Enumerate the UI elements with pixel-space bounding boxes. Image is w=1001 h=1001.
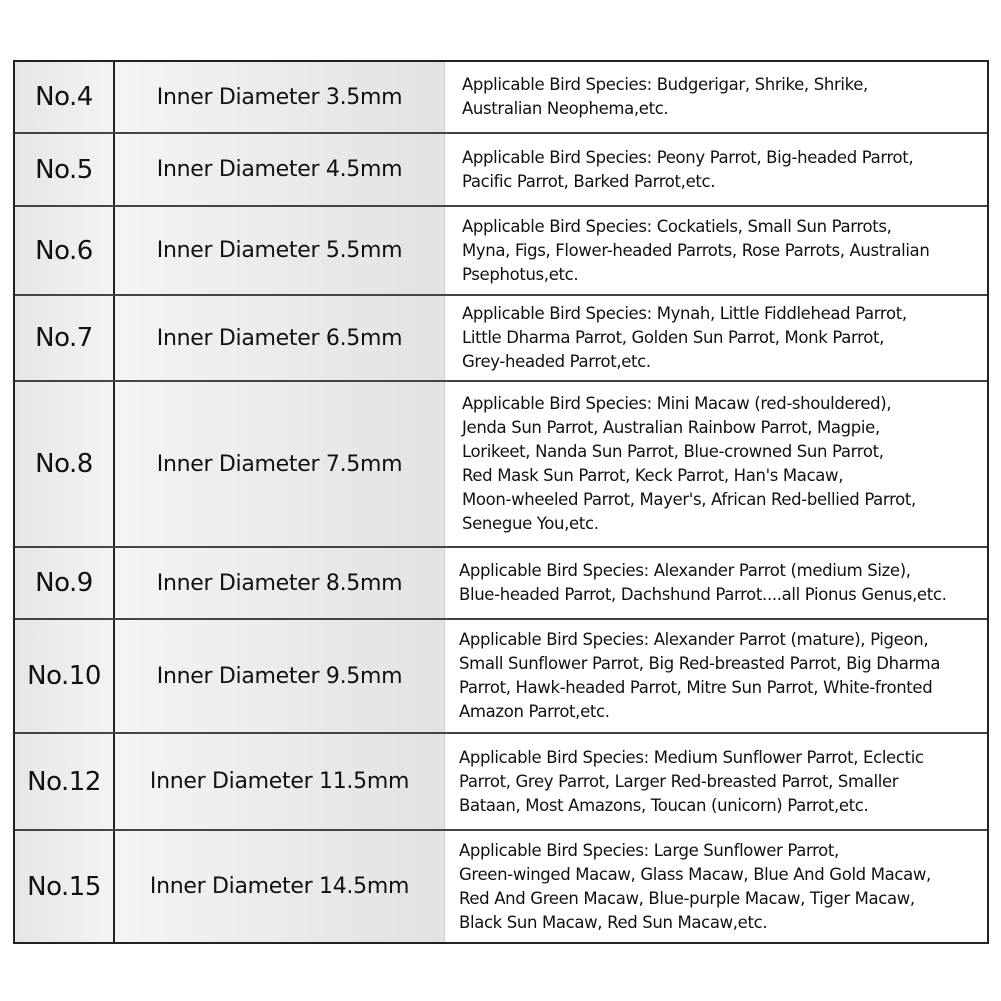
species-cell	[445, 548, 987, 618]
inner-diameter: Inner Diameter 5.5mm	[115, 207, 445, 294]
species-line: Moon-wheeled Parrot, Mayer's, African Red-bellied Parrot,	[462, 490, 916, 509]
species-line: Australian Neophema,etc.	[462, 99, 669, 118]
species-line: Jenda Sun Parrot, Australian Rainbow Parrot, Magpie,	[462, 418, 880, 437]
species-text	[462, 146, 913, 194]
species-line: Small Sunflower Parrot, Big Red-breasted Parrot, Big Dharma	[459, 654, 941, 673]
species-line: Applicable Bird Species: Mynah, Little Fiddlehead Parrot,	[462, 304, 907, 323]
species-line: Grey-headed Parrot,etc.	[462, 352, 651, 371]
size-number: No.15	[15, 831, 115, 942]
inner-diameter: Inner Diameter 3.5mm	[115, 62, 445, 132]
table-row	[15, 62, 987, 134]
size-number: No.9	[15, 548, 115, 618]
species-cell	[445, 831, 987, 942]
species-line: Little Dharma Parrot, Golden Sun Parrot, Monk Parrot,	[462, 328, 884, 347]
species-line: Applicable Bird Species: Mini Macaw (red-shouldered),	[462, 394, 892, 413]
species-cell	[445, 207, 987, 294]
species-text	[459, 839, 931, 935]
species-cell	[445, 382, 987, 546]
species-text	[459, 746, 924, 818]
inner-diameter: Inner Diameter 6.5mm	[115, 296, 445, 380]
size-number: No.8	[15, 382, 115, 546]
species-cell	[445, 134, 987, 205]
table-row	[15, 734, 987, 831]
inner-diameter: Inner Diameter 7.5mm	[115, 382, 445, 546]
table-row	[15, 207, 987, 296]
species-text	[462, 302, 907, 374]
species-line: Black Sun Macaw, Red Sun Macaw,etc.	[459, 912, 768, 932]
species-line: Red Mask Sun Parrot, Keck Parrot, Han's Macaw,	[462, 466, 844, 485]
species-line: Senegue You,etc.	[462, 514, 599, 533]
table-row	[15, 831, 987, 942]
inner-diameter: Inner Diameter 4.5mm	[115, 134, 445, 205]
species-line: Lorikeet, Nanda Sun Parrot, Blue-crowned Sun Parrot,	[462, 442, 884, 461]
species-line: Applicable Bird Species: Large Sunflower Parrot,	[459, 840, 839, 860]
species-text	[462, 73, 868, 121]
species-line: Blue-headed Parrot, Dachshund Parrot....all Pionus Genus,etc.	[459, 585, 947, 604]
table-row	[15, 382, 987, 548]
size-number: No.5	[15, 134, 115, 205]
species-cell	[445, 620, 987, 732]
species-line: Applicable Bird Species: Budgerigar, Shrike, Shrike,	[462, 75, 868, 94]
species-line: Applicable Bird Species: Medium Sunflower Parrot, Eclectic	[459, 747, 924, 767]
species-line: Parrot, Grey Parrot, Larger Red-breasted Parrot, Smaller	[459, 771, 899, 791]
species-line: Applicable Bird Species: Peony Parrot, Big-headed Parrot,	[462, 147, 914, 167]
size-number: No.4	[15, 62, 115, 132]
species-text	[462, 215, 929, 287]
size-number: No.10	[15, 620, 115, 732]
size-number: No.12	[15, 734, 115, 829]
size-number: No.6	[15, 207, 115, 294]
size-number: No.7	[15, 296, 115, 380]
table-row	[15, 134, 987, 207]
species-line: Green-winged Macaw, Glass Macaw, Blue And Gold Macaw,	[459, 864, 931, 884]
species-line: Bataan, Most Amazons, Toucan (unicorn) Parrot,etc.	[459, 795, 869, 815]
species-line: Myna, Figs, Flower-headed Parrots, Rose Parrots, Australian	[462, 240, 930, 260]
ring-size-table	[13, 60, 989, 944]
species-line: Pacific Parrot, Barked Parrot,etc.	[462, 171, 716, 191]
table-row	[15, 548, 987, 620]
species-line: Applicable Bird Species: Cockatiels, Small Sun Parrots,	[462, 216, 892, 236]
species-cell	[445, 62, 987, 132]
species-text	[459, 559, 946, 607]
species-cell	[445, 734, 987, 829]
species-line: Applicable Bird Species: Alexander Parrot (mature), Pigeon,	[459, 630, 929, 649]
species-text	[462, 392, 916, 536]
inner-diameter: Inner Diameter 11.5mm	[115, 734, 445, 829]
inner-diameter: Inner Diameter 8.5mm	[115, 548, 445, 618]
table-row	[15, 296, 987, 382]
species-line: Psephotus,etc.	[462, 264, 579, 284]
species-line: Applicable Bird Species: Alexander Parrot (medium Size),	[459, 561, 911, 580]
species-line: Red And Green Macaw, Blue-purple Macaw, Tiger Macaw,	[459, 888, 915, 908]
species-line: Amazon Parrot,etc.	[459, 702, 610, 721]
table-row	[15, 620, 987, 734]
species-line: Parrot, Hawk-headed Parrot, Mitre Sun Parrot, White-fronted	[459, 678, 933, 697]
species-text	[459, 628, 940, 724]
inner-diameter: Inner Diameter 14.5mm	[115, 831, 445, 942]
inner-diameter: Inner Diameter 9.5mm	[115, 620, 445, 732]
species-cell	[445, 296, 987, 380]
